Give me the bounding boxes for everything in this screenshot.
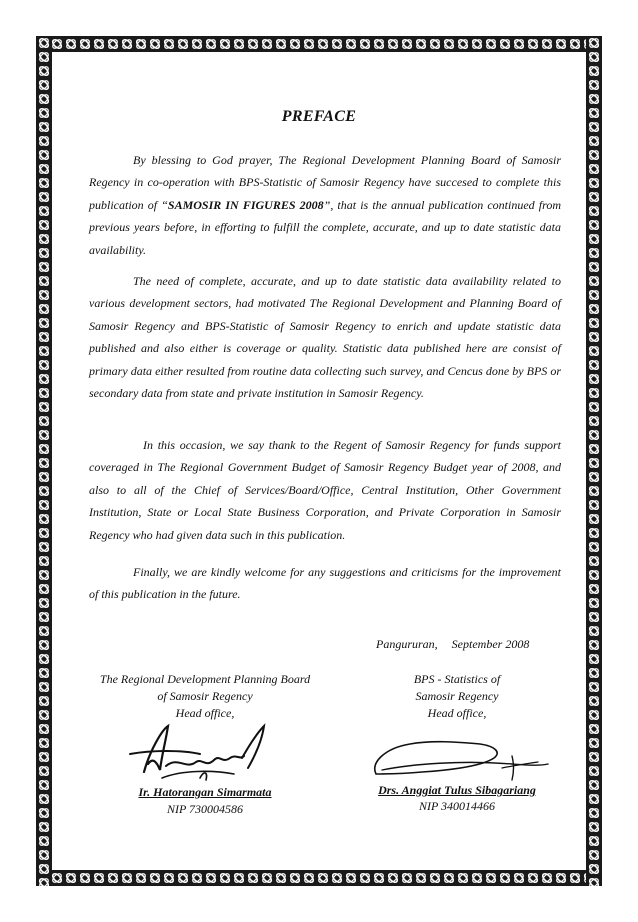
paragraph-intro-text: By blessing to God prayer, The Regional Development Planning Board of Samosir Regency in co-operation with BPS-Statistic of Samosir Regency have succesed to complete this publication of “ <box>89 153 561 212</box>
signatory-left-nip: NIP 730004586 <box>166 802 244 816</box>
signatory-left-name: Ir. Hatorangan Simarmata <box>138 785 272 799</box>
signatory-right-position: Head office, <box>427 706 487 720</box>
chain-border-icon <box>36 870 602 886</box>
paragraph-thanks-text: In this occasion, we say thank to the Regent of Samosir Regency for funds support coveraged in The Regional Government Budget of Samosir Regency Budget year of 2008, and also to all of the Chief of Services/Board/Office, Central Institution, Other Government Institution, State or Local State Business Corporation, and Private Corporation in Samosir Regency who had given data such in this publication. <box>89 438 561 542</box>
paragraph-closing <box>89 561 561 606</box>
page-border-right <box>586 36 602 886</box>
signatory-right-name: Drs. Anggiat Tulus Sibagariang <box>378 783 536 797</box>
paragraph-closing-text: Finally, we are kindly welcome for any suggestions and criticisms for the improvement of this publication in the future. <box>89 565 561 602</box>
page-border-left <box>36 36 52 886</box>
signatory-right-org-2: Samosir Regency <box>415 689 499 703</box>
signatory-left-org: The Regional Development Planning Board <box>99 672 311 686</box>
publication-title: SAMOSIR IN FIGURES 2008 <box>167 197 324 212</box>
chain-border-icon <box>586 36 602 886</box>
paragraph-thanks <box>89 434 561 546</box>
chain-border-icon <box>36 36 602 52</box>
signature-right-icon <box>362 734 552 784</box>
paragraph-intro <box>89 149 561 261</box>
place-date <box>376 637 529 652</box>
page-title: PREFACE <box>281 108 357 125</box>
signatory-left-header <box>84 671 326 722</box>
signatory-left-org-2: of Samosir Regency <box>157 689 253 703</box>
paragraph-need <box>89 270 561 404</box>
chain-border-icon <box>36 36 52 886</box>
paragraph-need-text: The need of complete, accurate, and up to date statistic data availability related to various development sectors, had motivated The Regional Development and Planning Board of Samosir Regency and BPS-Statistic of Samosir Regency to enrich and update statistic data published and also either is coverage or quality. Statistic data published here are consist of primary data either resulted from routine data collecting such survey, and Cencus done by BPS or secondary data from state and private institution in Samosir Regency. <box>89 274 561 401</box>
place: Pangururan, <box>376 637 438 651</box>
paragraph-intro-text-end: ”, that is the annual publication continued from previous years before, in efforting to fulfill the complete, accurate, and up to date statistic data availability. <box>89 197 561 257</box>
signatory-right-nip: NIP 340014466 <box>418 799 496 813</box>
signature-left-icon <box>122 720 272 786</box>
page-border-bottom <box>36 870 602 886</box>
page-border-top <box>36 36 602 52</box>
signatory-right-header <box>340 671 574 722</box>
signatory-left-position: Head office, <box>175 706 235 720</box>
signatory-right-org: BPS - Statistics of <box>413 672 501 686</box>
date: September 2008 <box>451 637 530 651</box>
